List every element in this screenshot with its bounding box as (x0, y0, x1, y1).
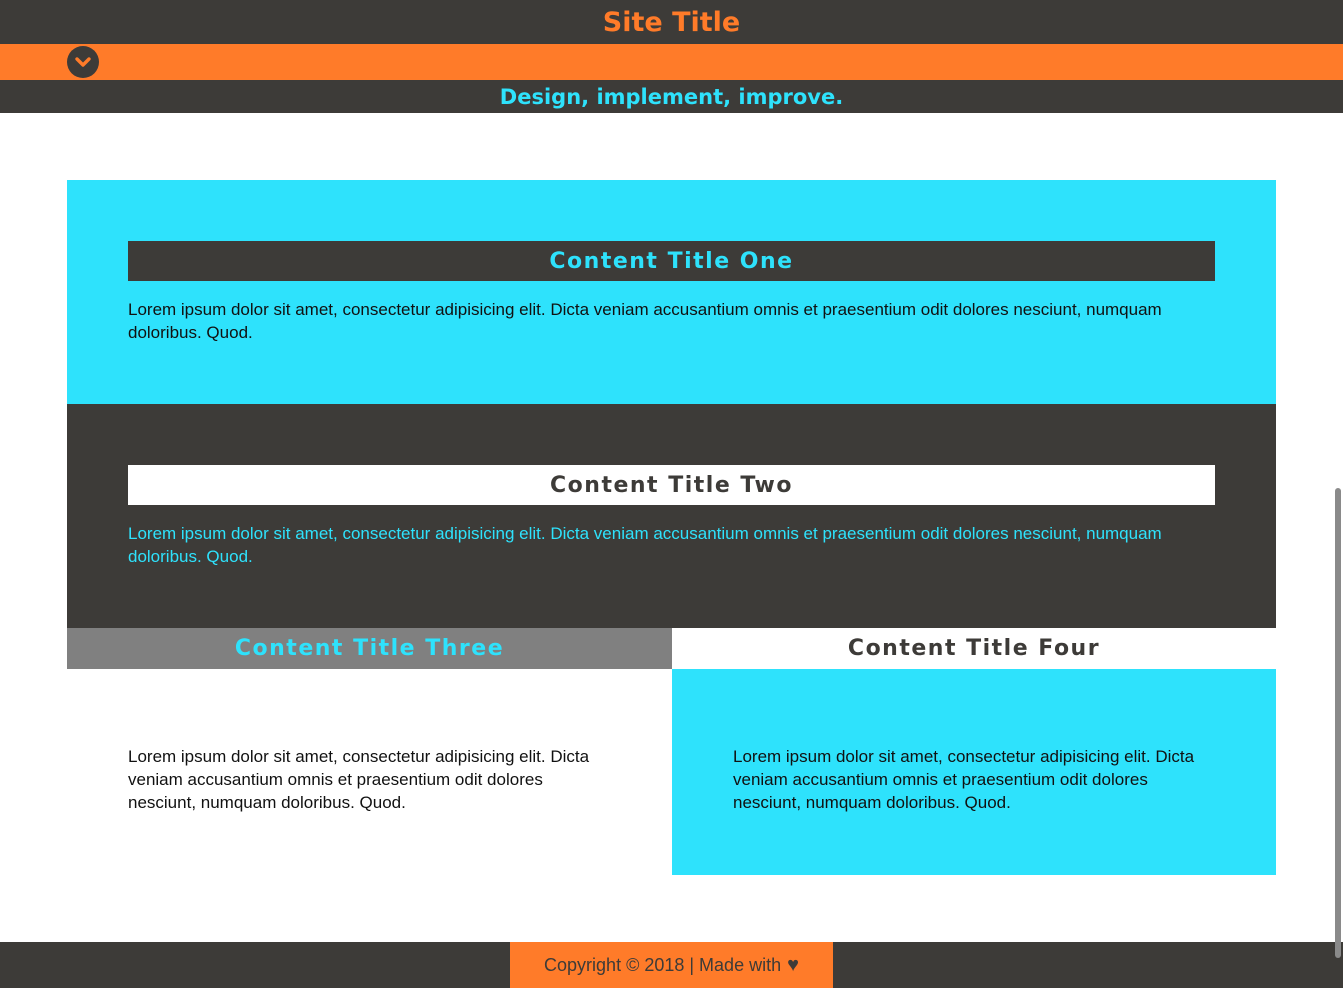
tagline: Design, implement, improve. (499, 84, 844, 109)
title-bar (0, 0, 1343, 44)
content-text-two: Lorem ipsum dolor sit amet, consectetur adipisicing elit. Dicta veniam accusantium omnis et praesentium odit dolores nesciunt, numquam doloribus. Quod. (128, 524, 1162, 566)
content-text-four: Lorem ipsum dolor sit amet, consectetur adipisicing elit. Dicta veniam accusantium omnis et praesentium odit dolores nesciunt, numquam doloribus. Quod. (733, 747, 1195, 812)
site-footer (0, 942, 1343, 988)
content-section-two (67, 404, 1276, 628)
content-section-one (67, 180, 1276, 404)
site-title[interactable]: Site Title (602, 6, 741, 38)
scrollbar-thumb[interactable] (1335, 488, 1341, 958)
content-text-three: Lorem ipsum dolor sit amet, consectetur adipisicing elit. Dicta veniam accusantium omnis et praesentium odit dolores nesciunt, numquam doloribus. Quod. (128, 747, 590, 812)
nav-bar (0, 44, 1343, 80)
copyright-text: Copyright © 2018 | Made with (544, 954, 782, 975)
content-text-one: Lorem ipsum dolor sit amet, consectetur adipisicing elit. Dicta veniam accusantium omnis et praesentium odit dolores nesciunt, numquam doloribus. Quod. (128, 300, 1162, 342)
heart-icon: ♥ (787, 953, 799, 976)
content-section-three (67, 628, 672, 875)
chevron-down-icon (74, 53, 92, 71)
content-section-four (672, 628, 1276, 875)
content-title-four: Content Title Four (672, 628, 1276, 669)
copyright-box (510, 942, 833, 988)
tagline-bar (0, 80, 1343, 113)
content-title-two: Content Title Two (128, 465, 1215, 505)
menu-toggle-button[interactable] (67, 46, 99, 78)
content-title-three: Content Title Three (67, 628, 672, 669)
content-title-one: Content Title One (128, 241, 1215, 281)
